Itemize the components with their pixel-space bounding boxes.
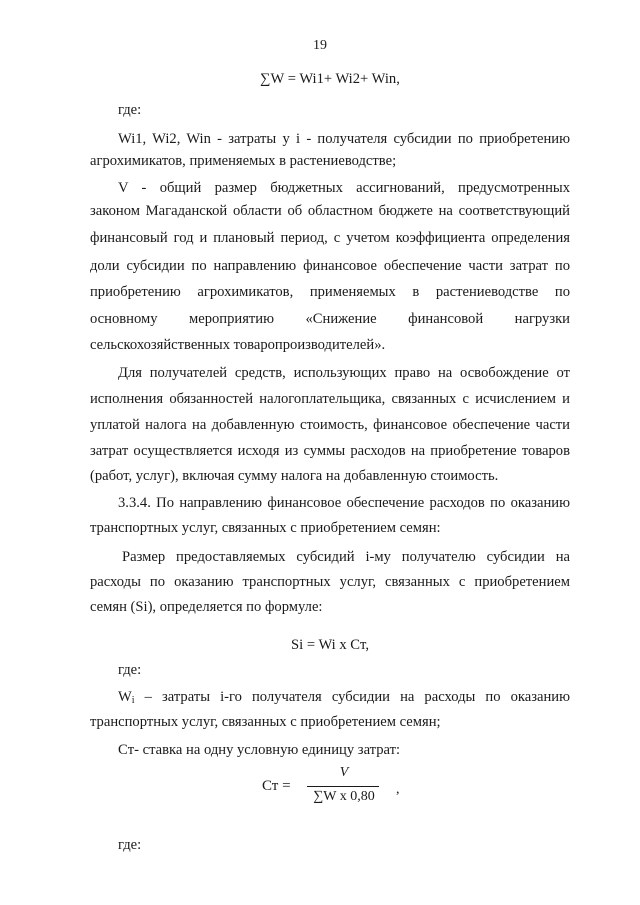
p2-line: доли субсидии по направлению финансовое обеспечение части затрат по (90, 258, 570, 274)
p3-line: затрат осуществляется исходя из суммы расходов на приобретение товаров (90, 443, 570, 459)
p7-line: Cт- ставка на одну условную единицу затрат: (118, 742, 401, 758)
p5-line: расходы по оказанию транспортных услуг, связанных с приобретением (90, 574, 570, 590)
fraction-bar (307, 786, 379, 787)
formula-trailing-comma: , (396, 782, 400, 797)
p6-first-rest: – затраты i-го получателя субсидии на расходы по оказанию (134, 689, 570, 705)
p3-line: уплатой налога на добавленную стоимость, финансовое обеспечение части (90, 417, 570, 433)
p6-line: транспортных услуг, связанных с приобретением семян; (90, 714, 441, 730)
p3-line: исполнения обязанностей налогоплательщика, связанных с исчислением и (90, 391, 570, 407)
formula-ct (262, 765, 375, 809)
p2-line: сельскохозяйственных товаропроизводителей». (90, 337, 386, 353)
p1-line: Wi1, Wi2, Win - затраты у i - получателя субсидии по приобретению (118, 131, 570, 147)
p3-line: Для получателей средств, использующих право на освобождение от (118, 365, 570, 381)
p5-line: семян (Si), определяется по формуле: (90, 599, 323, 615)
p3-line: (работ, услуг), включая сумму налога на добавленную стоимость. (90, 468, 499, 484)
ct-numerator: V (339, 765, 349, 780)
p2-line: финансовый год и плановый период, с учетом коэффициента определения (90, 230, 570, 246)
ct-lhs: Ст = (262, 778, 291, 794)
p2-line: V - общий размер бюджетных ассигнований, предусмотренных (118, 180, 570, 196)
w-symbol: W (118, 689, 132, 705)
w-subscript: i (131, 695, 135, 706)
p5-line: Размер предоставляемых субсидий i-му получателю субсидии на (122, 549, 570, 565)
p2-line: законом Магаданской области об областном бюджете на соответствующий (90, 203, 570, 219)
where-label: где: (118, 662, 142, 678)
where-label: где: (118, 102, 142, 118)
p4-line: транспортных услуг, связанных с приобретением семян: (90, 520, 441, 536)
ct-denominator: ∑W x 0,80 (313, 789, 375, 804)
formula-si: Si = Wi x Cт, (291, 637, 369, 653)
p2-line: приобретению агрохимикатов, применяемых в растениеводстве по (90, 284, 570, 300)
p1-line: агрохимикатов, применяемых в растениеводстве; (90, 153, 397, 169)
formula-sum-w: ∑W = Wi1+ Wi2+ Win, (260, 71, 400, 87)
where-label: где: (118, 837, 142, 853)
p6-line (118, 688, 570, 710)
p4-line: 3.3.4. По направлению финансовое обеспечение расходов по оказанию (118, 495, 570, 511)
page-number: 19 (313, 38, 327, 53)
p2-line: основному мероприятию «Снижение финансовой нагрузки (90, 311, 570, 327)
